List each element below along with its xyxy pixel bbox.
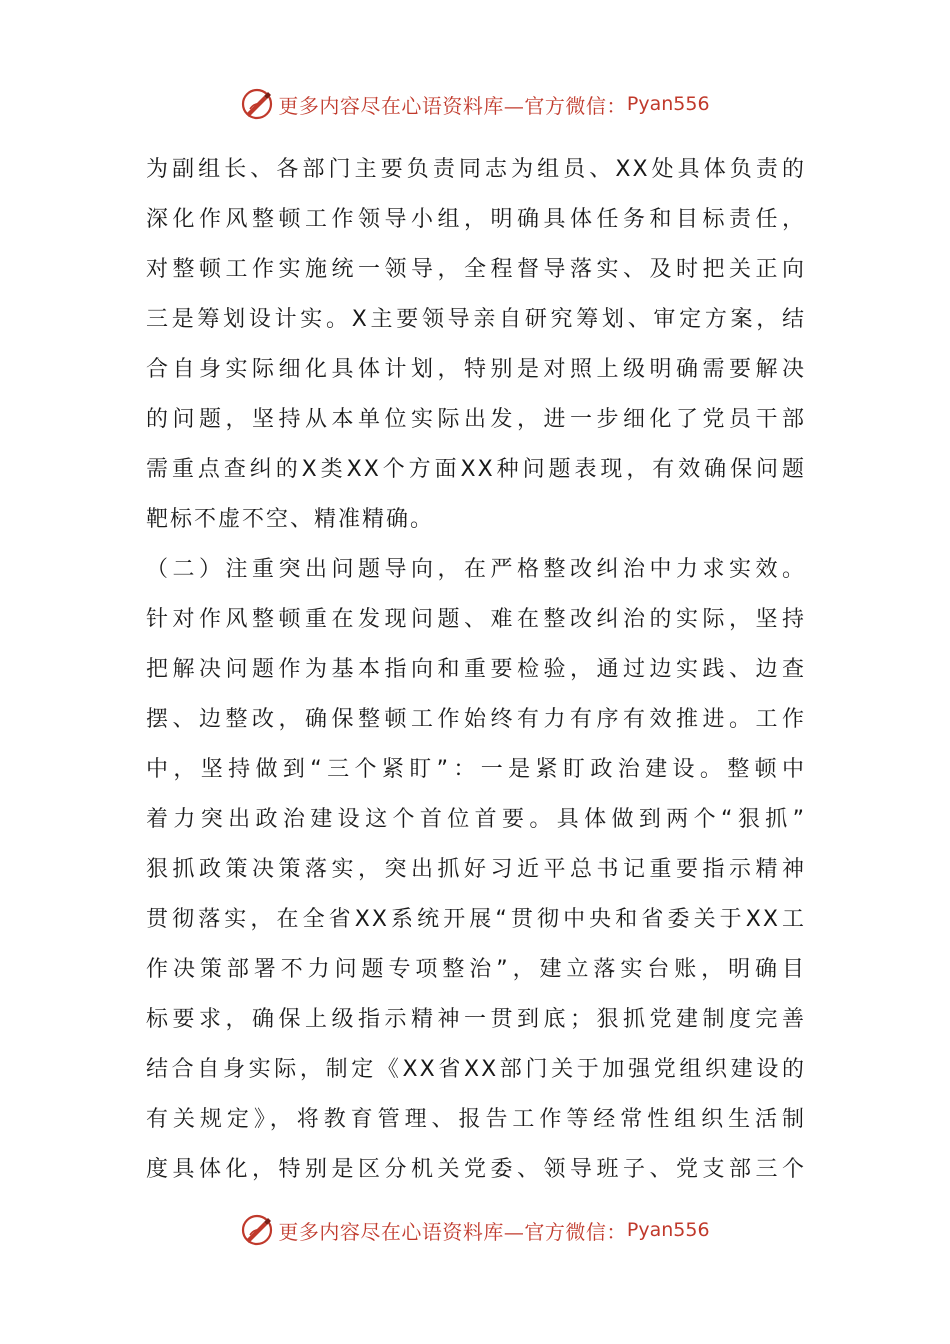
body-line: 作决策部署不力问题专项整治”，建立落实台账，明确目 — [146, 957, 806, 982]
header-watermark — [0, 84, 950, 124]
body-line: 针对作风整顿重在发现问题、难在整改纠治的实际，坚持 — [146, 607, 806, 632]
body-line: 为副组长、各部门主要负责同志为组员、XX处具体负责的 — [146, 157, 806, 182]
pen-logo-icon — [240, 1213, 274, 1247]
body-line: 摆、边整改，确保整顿工作始终有力有序有效推进。工作 — [146, 707, 806, 732]
document-body — [146, 145, 806, 1195]
body-line: 对整顿工作实施统一领导，全程督导落实、及时把关正向 — [146, 257, 806, 282]
body-line: 把解决问题作为基本指向和重要检验，通过边实践、边查 — [146, 657, 806, 682]
body-line: 着力突出政治建设这个首位首要。具体做到两个“狠抓” — [146, 807, 806, 832]
body-line: 标要求，确保上级指示精神一贯到底；狠抓党建制度完善 — [146, 1007, 806, 1032]
body-line: 的问题，坚持从本单位实际出发，进一步细化了党员干部 — [146, 407, 806, 432]
section-heading: （二）注重突出问题导向，在严格整改纠治中力求实效。 — [146, 557, 806, 582]
body-line: 合自身实际细化具体计划，特别是对照上级明确需要解决 — [146, 357, 806, 382]
body-line: 深化作风整顿工作领导小组，明确具体任务和目标责任， — [146, 207, 806, 232]
watermark-text: 更多内容尽在心语资料库—官方微信： — [278, 93, 627, 118]
body-line: 有关规定》，将教育管理、报告工作等经常性组织生活制 — [146, 1107, 806, 1132]
body-line: 需重点查纠的X类XX个方面XX种问题表现，有效确保问题 — [146, 457, 806, 482]
watermark-wechat-id: Pyan556 — [626, 1219, 710, 1241]
footer-watermark — [0, 1210, 950, 1250]
body-line: 度具体化，特别是区分机关党委、领导班子、党支部三个 — [146, 1157, 806, 1182]
body-line: 靶标不虚不空、精准精确。 — [146, 507, 435, 532]
body-line: 狠抓政策决策落实，突出抓好习近平总书记重要指示精神 — [146, 857, 806, 882]
body-line: 贯彻落实，在全省XX系统开展“贯彻中央和省委关于XX工 — [146, 907, 806, 932]
body-line: 结合自身实际，制定《XX省XX部门关于加强党组织建设的 — [146, 1057, 806, 1082]
body-line: 三是筹划设计实。X主要领导亲自研究筹划、审定方案，结 — [146, 307, 806, 332]
body-line: 中，坚持做到“三个紧盯”：一是紧盯政治建设。整顿中 — [146, 757, 806, 782]
watermark-text: 更多内容尽在心语资料库—官方微信： — [278, 1219, 627, 1244]
watermark-wechat-id: Pyan556 — [626, 93, 710, 115]
pen-logo-icon — [240, 87, 274, 121]
